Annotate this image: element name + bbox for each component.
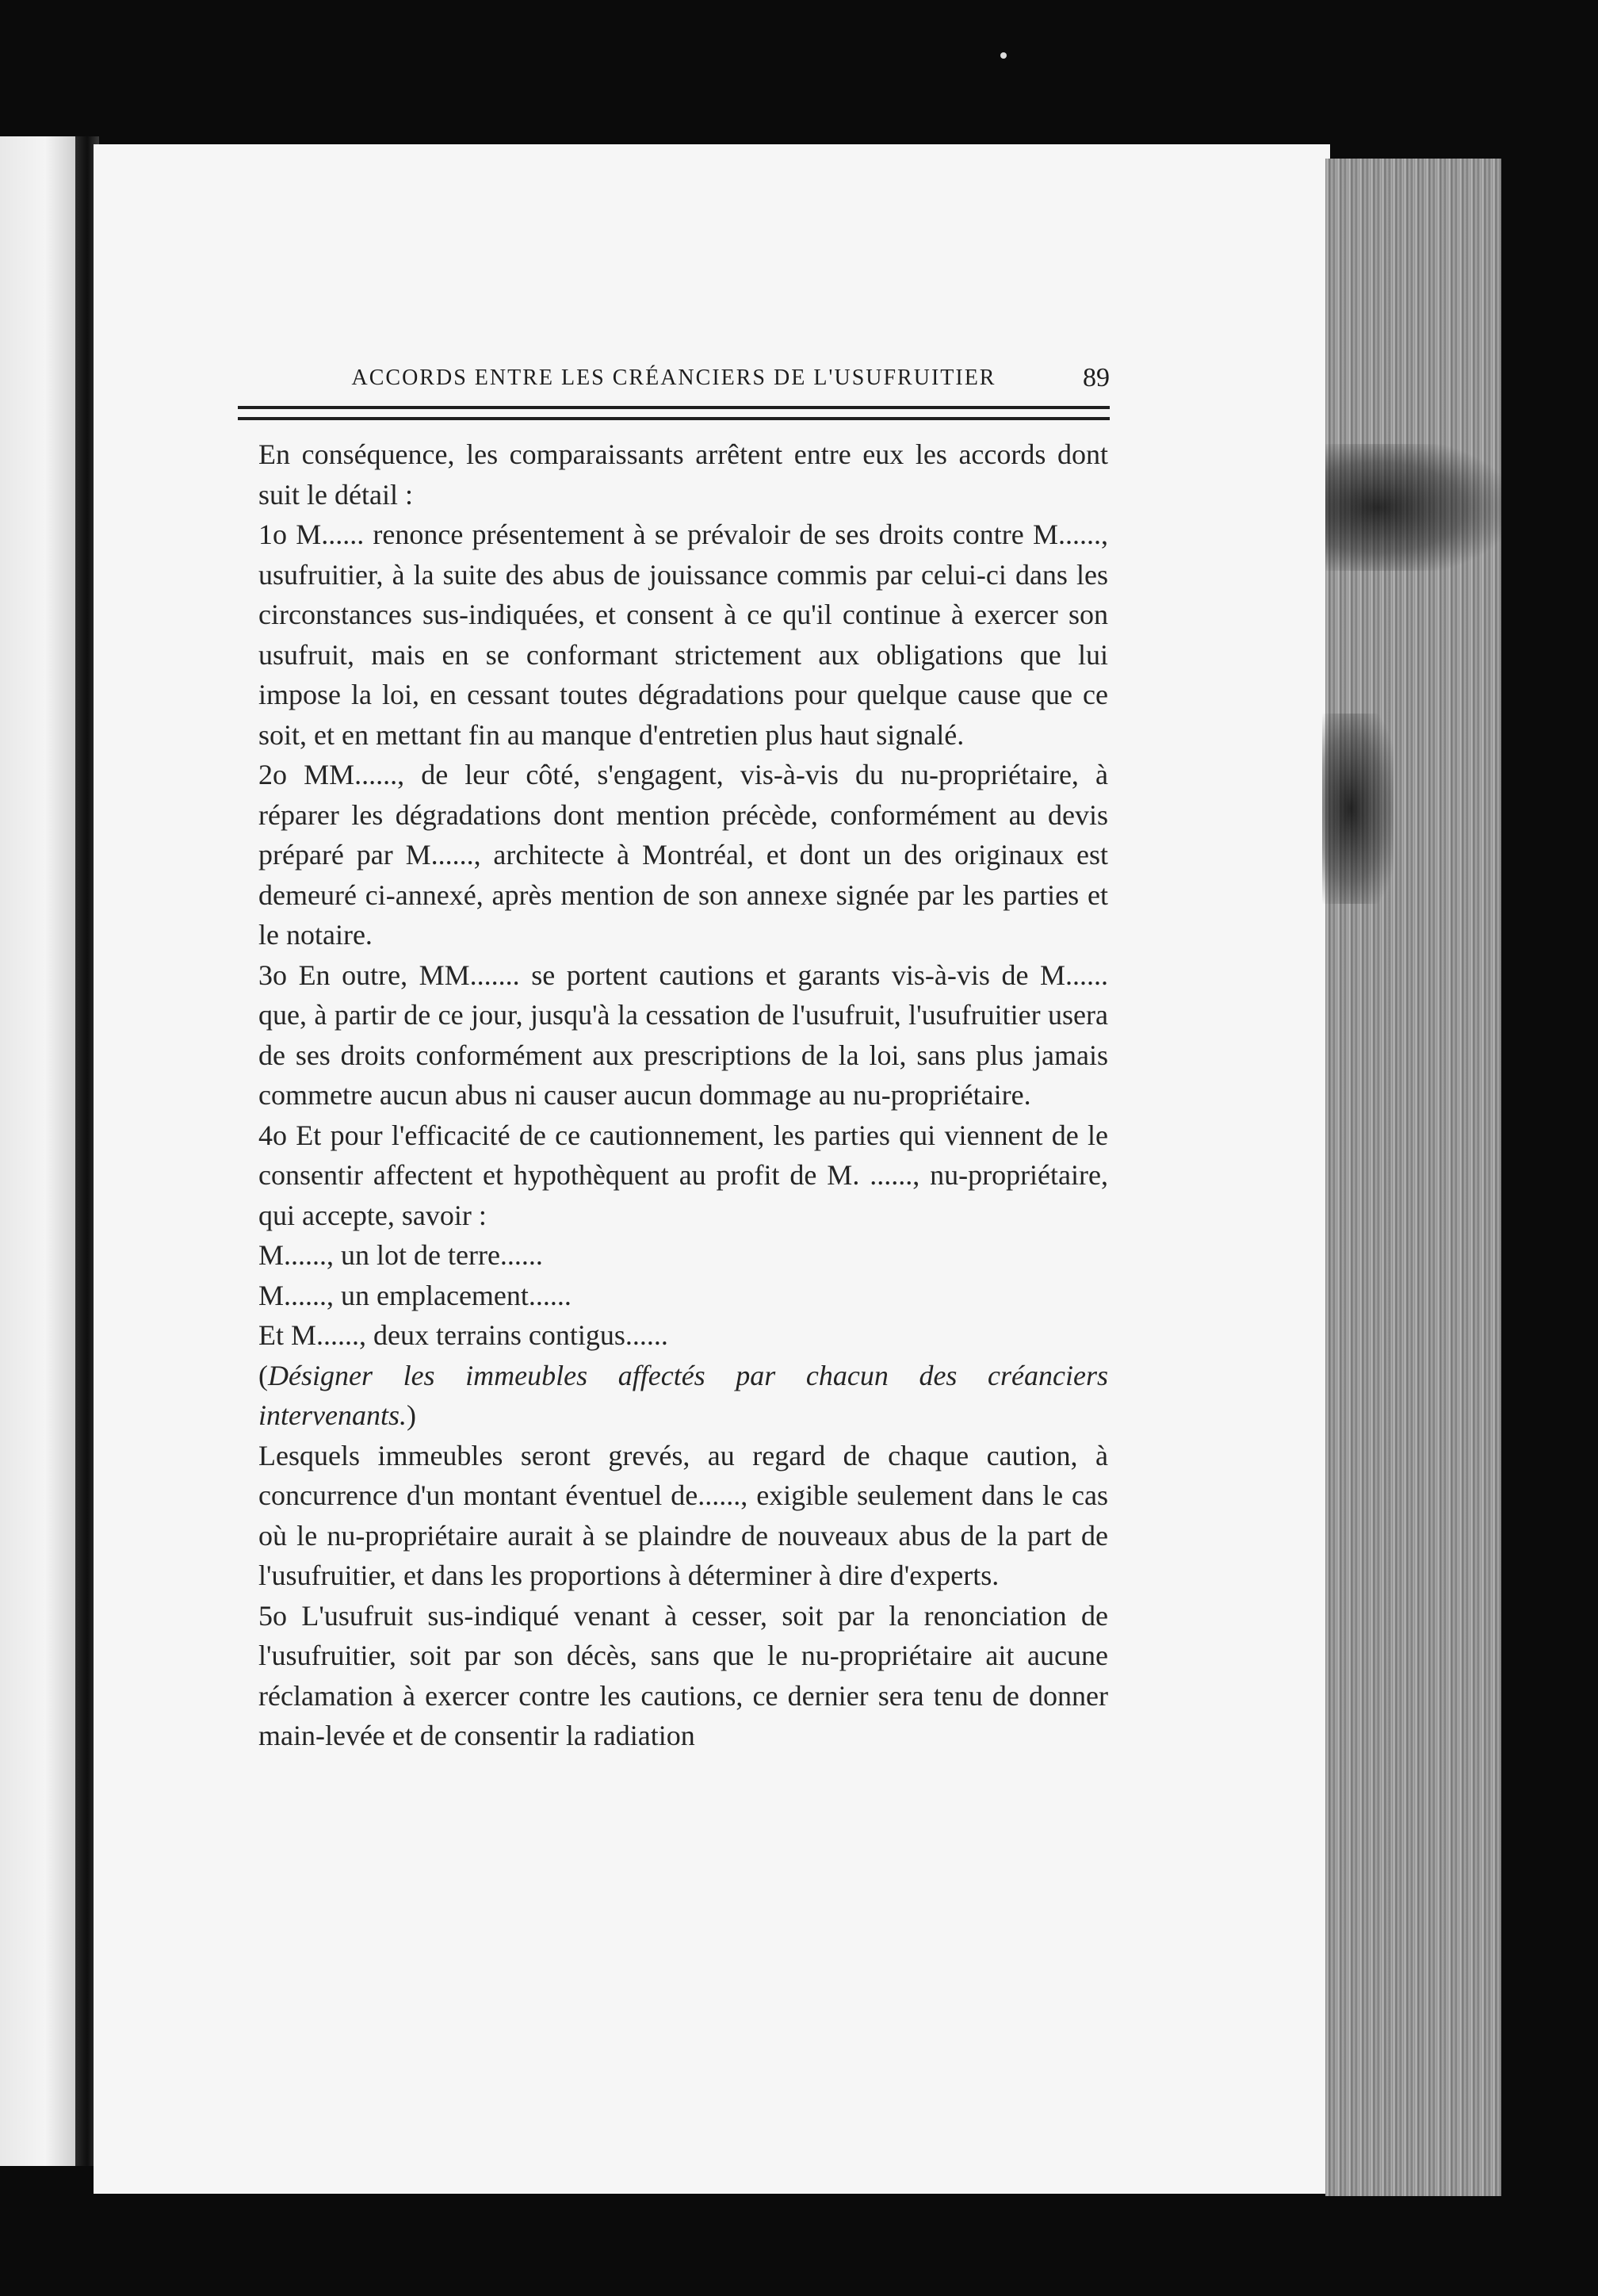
paragraph-guarantee: Lesquels immeubles seront grevés, au regard de chaque caution, à concurrence d'un montant éventuel de......, exigible seulement dans le cas où le nu-propriétaire aurait à se plaindre de nouveaux abus de la part de l'usufruitier, et dans les proportions à déterminer à dire d'experts.: [258, 1439, 1108, 1591]
paragraph-clause-3: 3o En outre, MM....... se portent cautions et garants vis-à-vis de M...... que, à partir de ce jour, jusqu'à la cessation de l'usufruit, l'usufruitier usera de ses droits conformément aux prescriptions de la loi, sans plus jamais commetre aucun abus ni causer aucun dommage au nu-propriétaire.: [258, 959, 1108, 1111]
list-item: M......, un lot de terre......: [258, 1239, 543, 1271]
page-body: [236, 434, 1108, 1756]
paragraph-clause-4: 4o Et pour l'efficacité de ce cautionnement, les parties qui viennent de le consentir affectent et hypothèquent au profit de M. ......, nu-propriétaire, qui accepte, savoir :: [258, 1119, 1108, 1231]
paragraph-clause-1: 1o M...... renonce présentement à se prévaloir de ses droits contre M......, usufruitier, à la suite des abus de jouissance commis par celui-ci dans les circonstances sus-indiquées, et consent à ce qu'il continue à exercer son usufruit, mais en se conformant strictement aux obligations que lui impose la loi, en cessant toutes dégradations pour quelque cause que ce soit, et en mettant fin au manque d'entretien plus haut signalé.: [258, 519, 1108, 751]
fore-edge-stain: [1325, 444, 1501, 571]
note-text: Désigner les immeubles affectés par chacun des créanciers intervenants.: [258, 1359, 1108, 1431]
facing-page-edge: [0, 136, 75, 2166]
dust-speck: [1000, 52, 1007, 59]
italic-instruction: [236, 1356, 1108, 1436]
note-open-paren: (: [258, 1359, 268, 1391]
header-rule-bottom: [238, 417, 1110, 420]
header-rule-top: [238, 406, 1110, 409]
page-number: 89: [1083, 363, 1110, 392]
paragraph-clause-5: 5o L'usufruit sus-indiqué venant à cesser, soit par la renonciation de l'usufruitier, soit par son décès, sans que le nu-propriétaire ait aucune réclamation à exercer contre les cautions, ce dernier sera tenu de donner main-levée et de consentir la radiation: [258, 1599, 1108, 1751]
paragraph-intro: En conséquence, les comparaissants arrêtent entre eux les accords dont suit le détail :: [258, 438, 1108, 511]
paragraph-clause-2: 2o MM......, de leur côté, s'engagent, vis-à-vis du nu-propriétaire, à réparer les dégradations dont mention précède, conformément au devis préparé par M......, architecte à Montréal, et dont un des originaux est demeuré ci-annexé, après mention de son annexe signée par les parties et le notaire.: [258, 759, 1108, 951]
note-close-paren: ): [406, 1399, 416, 1431]
list-item: Et M......, deux terrains contigus......: [258, 1319, 668, 1351]
list-item: M......, un emplacement......: [258, 1279, 572, 1311]
fore-edge-stain-lower: [1322, 714, 1393, 904]
running-header: ACCORDS ENTRE LES CRÉANCIERS DE L'USUFRUITIER: [351, 365, 996, 390]
